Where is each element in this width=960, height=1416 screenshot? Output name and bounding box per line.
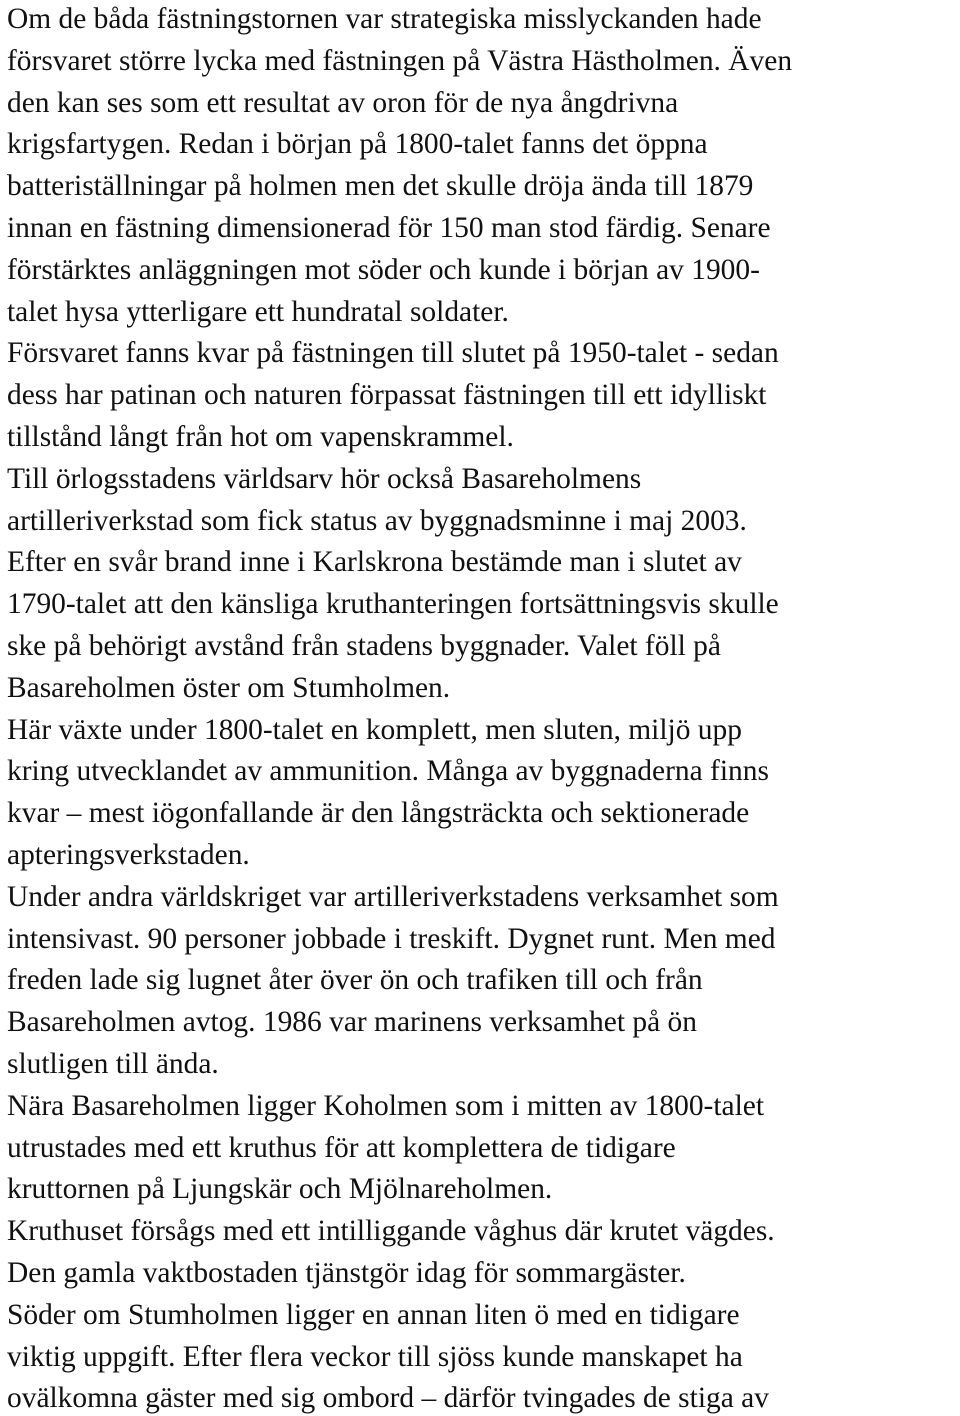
text-line: krigsfartygen. Redan i början på 1800-talet fanns det öppna [7,128,708,161]
text-line: talet hysa ytterligare ett hundratal soldater. [7,295,509,328]
text-line: Kruthuset försågs med ett intilliggande våghus där krutet vägdes. [7,1215,775,1248]
text-line: Basareholmen öster om Stumholmen. [7,671,451,704]
text-line: Basareholmen avtog. 1986 var marinens verksamhet på ön [7,1006,697,1039]
text-line: kring utvecklandet av ammunition. Många av byggnaderna finns [7,755,769,788]
text-line: intensivast. 90 personer jobbade i treskift. Dygnet runt. Men med [7,922,776,955]
text-line: Under andra världskriget var artilleriverkstadens verksamhet som [7,880,779,913]
text-line: Om de båda fästningstornen var strategiska misslyckanden hade [7,3,762,35]
text-line: batteriställningar på holmen men det skulle dröja ända till 1879 [7,170,754,203]
body-text [7,0,957,1416]
text-line: Till örlogsstadens världsarv hör också Basareholmens [7,462,642,495]
text-line: artilleriverkstad som fick status av byggnadsminne i maj 2003. [7,504,747,537]
text-line: försvaret större lycka med fästningen på Västra Hästholmen. Även [7,44,793,77]
text-line: utrustades med ett kruthus för att komplettera de tidigare [7,1131,676,1164]
text-line: Söder om Stumholmen ligger en annan liten ö med en tidigare [7,1298,740,1331]
text-line: dess har patinan och naturen förpassat fästningen till ett idylliskt [7,379,767,412]
text-line: apteringsverkstaden. [7,838,250,871]
text-line: Den gamla vaktbostaden tjänstgör idag för sommargäster. [7,1256,686,1289]
text-line: ske på behörigt avstånd från stadens byggnader. Valet föll på [7,629,721,662]
text-line: Nära Basareholmen ligger Koholmen som i mitten av 1800-talet [7,1089,765,1122]
text-line: slutligen till ända. [7,1047,219,1080]
text-line: Försvaret fanns kvar på fästningen till slutet på 1950-talet - sedan [7,337,779,370]
text-line: kruttornen på Ljungskär och Mjölnareholmen. [7,1173,553,1206]
text-line: Här växte under 1800-talet en komplett, men sluten, miljö upp [7,713,742,746]
text-line: tillstånd långt från hot om vapenskrammel. [7,420,514,453]
text-line: viktig uppgift. Efter flera veckor till sjöss kunde manskapet ha [7,1340,743,1373]
text-line: kvar – mest iögonfallande är den långsträckta och sektionerade [7,797,750,830]
text-line: freden lade sig lugnet åter över ön och trafiken till och från [7,964,703,997]
text-line: ovälkomna gäster med sig ombord – därför tvingades de stiga av [7,1382,769,1415]
text-line: innan en fästning dimensionerad för 150 man stod färdig. Senare [7,211,771,244]
text-line: förstärktes anläggningen mot söder och kunde i början av 1900- [7,253,760,286]
text-line: den kan ses som ett resultat av oron för de nya ångdrivna [7,86,679,119]
text-line: Efter en svår brand inne i Karlskrona bestämde man i slutet av [7,546,742,579]
text-line: 1790-talet att den känsliga kruthanteringen fortsättningsvis skulle [7,588,779,621]
